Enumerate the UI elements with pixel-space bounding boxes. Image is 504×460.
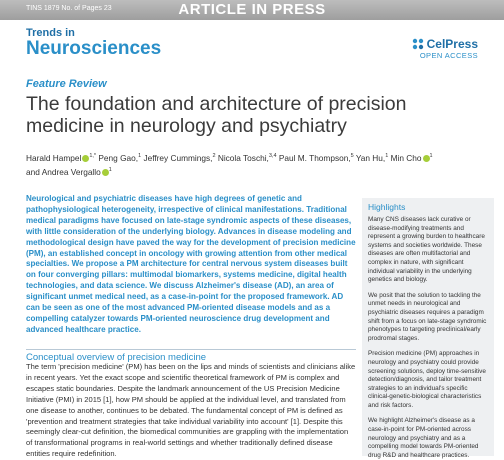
publisher-name: CelPress xyxy=(426,37,478,51)
publisher-logo[interactable] xyxy=(412,37,478,60)
author-name[interactable] xyxy=(26,167,112,177)
author-name[interactable] xyxy=(356,153,388,163)
author-name-text: Nicola Toschi, xyxy=(217,152,269,163)
highlight-item: Precision medicine (PM) approaches in neurology and psychiatry could provide screening solutions, deploy time-sensitive detection/diagnosis, and tailor treatment strategies to an individual's specific clinical-genetic-biological characteristics and risk factors. xyxy=(368,350,486,409)
affiliation-marker[interactable]: 1 xyxy=(138,153,142,159)
orcid-icon[interactable] xyxy=(102,169,109,176)
author-name[interactable] xyxy=(279,153,354,163)
author-name-text: and Andrea Vergallo xyxy=(26,166,101,177)
orcid-icon[interactable] xyxy=(423,155,430,162)
author-name-text: Jeffrey Cummings, xyxy=(143,152,213,163)
body-paragraph: The term 'precision medicine' (PM) has been on the lips and minds of scientists and clinicians alike in recent years. Yet the exact scope and scientific theoretical framework of PM is complex and escapes static boundaries. Despite the landmark announcement of the US Precision Medicine Initiative (PMI) in 2015 [1], how PM should be applied at the individual level, and translated from one disease to another, continues to be debated. The fundamental concept of PM is defined as 'prevention and treatment strategies that take individual variability into account' [1]. Despite this seemingly clear-cut definition, the biomedical communities are grappling with the implementation of transformational programs in real-world settings and whether traditionally defined disease entities require redefinition. xyxy=(26,362,356,459)
author-name[interactable] xyxy=(143,153,215,163)
article-type: Feature Review xyxy=(26,78,107,90)
manuscript-reference: TINS 1879 No. of Pages 23 xyxy=(26,5,112,12)
open-access-label: OPEN ACCESS xyxy=(419,51,478,60)
affiliation-marker[interactable]: 1 xyxy=(385,153,389,159)
author-name-text: Harald Hampel xyxy=(26,152,82,163)
highlight-item: Many CNS diseases lack curative or disease-modifying treatments and represent a growing burden to healthcare systems and societies worldwide. These diseases are often multifactorial and complex in nature, with significant individual variability in the underlying genetics and biology. xyxy=(368,216,485,284)
author-name-text: Yan Hu, xyxy=(355,152,386,163)
section-heading: Conceptual overview of precision medicine xyxy=(26,349,356,363)
cellpress-logo-icon xyxy=(412,38,424,50)
author-list xyxy=(26,150,496,178)
author-name-text: Paul M. Thompson, xyxy=(278,152,351,163)
author-name[interactable] xyxy=(98,153,141,163)
author-name[interactable] xyxy=(26,153,96,163)
affiliation-marker[interactable]: 1 xyxy=(108,166,112,173)
author-name-text: Peng Gao, xyxy=(98,152,139,163)
journal-name-line2: Neurosciences xyxy=(26,38,162,59)
affiliation-marker[interactable]: 1 xyxy=(429,153,433,159)
affiliation-marker[interactable]: 1,* xyxy=(89,153,97,159)
article-title: The foundation and architecture of precision medicine in neurology and psychiatry xyxy=(26,93,407,137)
highlights-title: Highlights xyxy=(368,202,406,212)
abstract: Neurological and psychiatric diseases have high degrees of genetic and pathophysiological heterogeneity, irrespective of clinical manifestations. Traditional medical paradigms have focused on late-stage syndromic aspects of these diseases, with little consideration of the underlying biology. Advances in disease modeling and methodological design have paved the way for the development of precision medicine (PM), an established concept in oncology with growing attention from other medical specialties. We propose a PM architecture for central nervous system diseases built on four converging pillars: multimodal biomarkers, systems medicine, digital health technologies, and data science. We discuss Alzheimer's disease (AD), an area of significant unmet medical need, as a case-in-point for the proposed framework. AD can be seen as one of the most advanced PM-oriented disease models and as a compelling catalyzer towards PM-oriented neuroscience drug development and advanced healthcare practice. xyxy=(26,194,356,334)
highlight-item: We posit that the solution to tackling the unmet needs in neurological and psychiatric diseases requires a paradigm shift from a focus on late-stage syndromic phenotypes to targeting preclinical/early prodromal stages. xyxy=(368,291,487,342)
author-name-text: Min Cho xyxy=(390,152,422,163)
author-name[interactable] xyxy=(391,153,433,163)
journal-name[interactable] xyxy=(26,27,161,59)
affiliation-marker[interactable]: 5 xyxy=(350,153,354,159)
affiliation-marker[interactable]: 2 xyxy=(212,153,216,159)
banner-label: ARTICLE IN PRESS xyxy=(178,1,326,18)
highlight-item: We highlight Alzheimer's disease as a case-in-point for PM-oriented across neurology and psychiatry and as a compelling model towards PM-oriented drug R&D and healthcare practices. xyxy=(368,417,479,459)
highlights-box xyxy=(362,198,494,459)
journal-name-line1: Trends in xyxy=(26,27,75,39)
publisher-name-row xyxy=(412,37,478,51)
author-name[interactable] xyxy=(218,153,277,163)
affiliation-marker[interactable]: 3,4 xyxy=(268,153,277,159)
article-in-press-banner xyxy=(0,0,504,20)
